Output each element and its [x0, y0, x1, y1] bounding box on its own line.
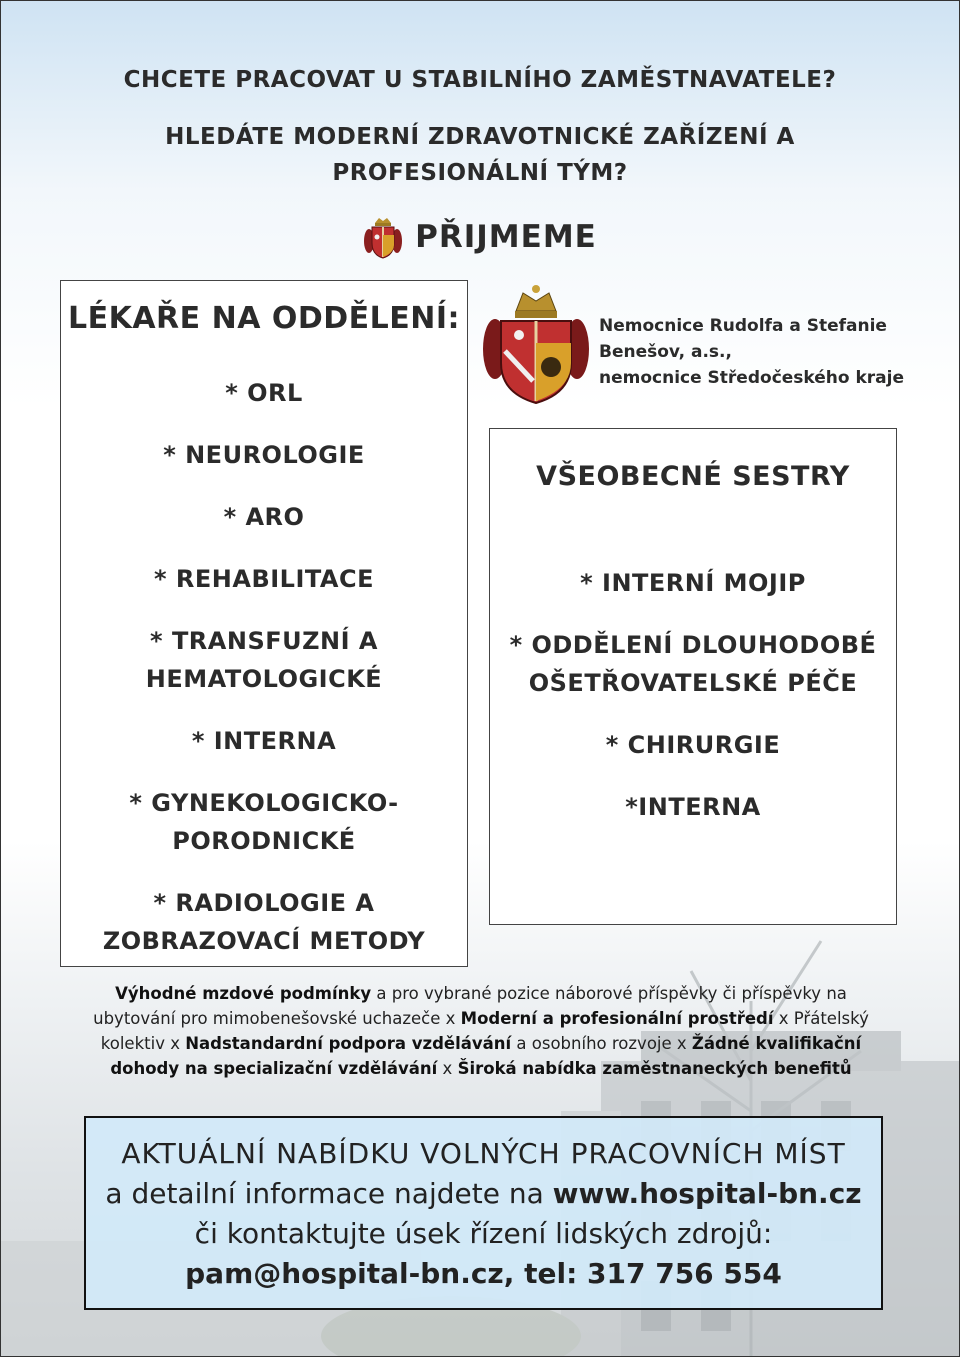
list-item: * RADIOLOGIE A ZOBRAZOVACÍ METODY	[102, 889, 426, 955]
website-link[interactable]: www.hospital-bn.cz	[552, 1177, 862, 1210]
list-item: * GYNEKOLOGICKO- PORODNICKÉ	[129, 789, 399, 855]
benefits-text: Výhodné mzdové podmínky a pro vybrané pozice náborové příspěvky či příspěvky na ubytování pro mimobenešovské uchazeče x Moderní a profesionální prostředí x Přátelský kolektiv x Nadstandardní podpora vzdělávání a osobního rozvoje x Žádné kvalifikační dohody na specializační vzdělávání x Široká nabídka zaměstnaneckých benefitů	[93, 984, 869, 1078]
list-item: * ORL	[225, 379, 303, 407]
list-item: * INTERNA	[191, 727, 337, 755]
contact-line-hr: či kontaktujte úsek řízení lidských zdrojů:	[194, 1217, 773, 1250]
doctors-list	[61, 374, 467, 960]
nurses-title: VŠEOBECNÉ SESTRY	[536, 461, 850, 492]
headline-line: HLEDÁTE MODERNÍ ZDRAVOTNICKÉ ZAŘÍZENÍ A	[165, 124, 795, 150]
hire-label: PŘIJMEME	[415, 219, 597, 255]
contact-line-offers: AKTUÁLNÍ NABÍDKU VOLNÝCH PRACOVNÍCH MÍST	[121, 1137, 846, 1170]
nurses-list	[490, 564, 896, 826]
contact-line-email-phone	[86, 1254, 881, 1294]
list-item: * ODDĚLENÍ DLOUHODOBÉ OŠETŘOVATELSKÉ PÉČE	[509, 631, 877, 697]
list-item: * TRANSFUZNÍ A HEMATOLOGICKÉ	[145, 627, 383, 693]
headline-line: PROFESIONÁLNÍ TÝM?	[332, 160, 628, 186]
list-item: * INTERNÍ MOJIP	[580, 569, 806, 597]
list-item: *INTERNA	[625, 793, 761, 821]
headline-modern-facility	[1, 119, 959, 191]
contact-box	[84, 1116, 883, 1310]
doctors-box	[60, 280, 468, 967]
coat-of-arms-icon	[363, 215, 403, 259]
contact-line-website: a detailní informace najdete na www.hospital-bn.cz	[105, 1177, 862, 1210]
list-item: * NEUROLOGIE	[163, 441, 365, 469]
email-phone[interactable]: pam@hospital-bn.cz, tel: 317 756 554	[185, 1257, 782, 1290]
hospital-coat-of-arms-logo	[481, 281, 591, 406]
hospital-name: Nemocnice Rudolfa a Stefanie Benešov, a.s., nemocnice Středočeského kraje	[599, 316, 905, 388]
list-item: * REHABILITACE	[154, 565, 374, 593]
nurses-box	[489, 428, 897, 925]
list-item: * CHIRURGIE	[605, 731, 781, 759]
list-item: * ARO	[223, 503, 305, 531]
headline-stable-employer: CHCETE PRACOVAT U STABILNÍHO ZAMĚSTNAVATELE?	[123, 67, 837, 93]
hire-heading	[1, 215, 959, 263]
doctors-title: LÉKAŘE NA ODDĚLENÍ:	[67, 301, 461, 336]
